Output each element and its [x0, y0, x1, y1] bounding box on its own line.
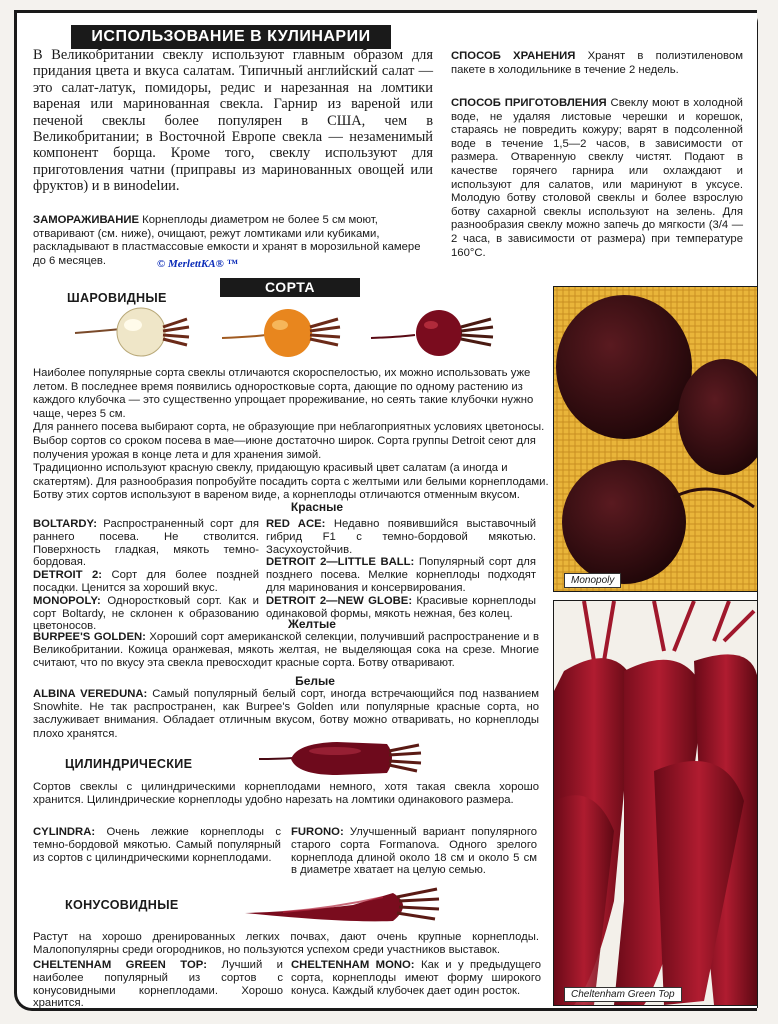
- variety-text: Как и у предыдущего сорта, корнеплоды имеют форму широкого конуса. Каждый клубочек дает один росток.: [291, 959, 541, 997]
- golden-beet-illustration: [220, 305, 342, 361]
- white-beet-illustration: [71, 305, 191, 361]
- variety-entry: [266, 518, 536, 556]
- storage-section: [451, 50, 743, 77]
- variety-text: Улучшенный вариант популярного старого сорта Formanova. Одного зрелого корнеплода длиной около 18 см и около 5 см в диаметре хватает на целую семью.: [291, 826, 537, 877]
- red-varieties-right: [266, 518, 536, 620]
- intro-paragraph: В Великобритании свеклу используют главным образом для придания цвета и вкуса салатам. Типичный английский салат — это салат-латук, помидоры, редис и нарезанная на ломтики вареная или маринованная свекла. Гарнир из вареной или печеной свеклы более популярен в США, чем в Великобритании; в Восточной Европе свекла — незаменимый компонент борща. Кроме того, свеклу используют для приготовления чатни (приправы из маринованных овощей или фруктов) и в винodelии.: [33, 47, 433, 195]
- variety-name: CYLINDRA:: [33, 826, 96, 838]
- variety-name: FURONO:: [291, 826, 344, 838]
- conical-beet-illustration: [243, 881, 443, 931]
- storage-title: СПОСОБ ХРАНЕНИЯ: [451, 50, 576, 62]
- conical-description: Растут на хорошо дренированных легких почвах, дают очень крупные корнеплоды. Малопопулярны среди огородников, но пользуются успехом среди участников выставок.: [33, 931, 539, 957]
- ball-heading: ШАРОВИДНЫЕ: [67, 291, 167, 305]
- white-subheading: Белые: [295, 674, 335, 688]
- freezing-title: ЗАМОРАЖИВАНИЕ: [33, 214, 140, 226]
- red-varieties-left: [33, 518, 259, 633]
- variety-entry: [33, 569, 259, 595]
- variety-entry: [266, 556, 536, 594]
- cheltenham-beets-image: [554, 601, 757, 1005]
- monopoly-photo: [553, 286, 757, 592]
- red-subheading: Красные: [290, 500, 344, 514]
- cheltenham-green-entry: [33, 959, 283, 1010]
- variety-text: Одноростковый сорт. Как и сорт Boltardy, не склонен к образованию цветоносов.: [33, 594, 259, 633]
- sorts-banner: СОРТА: [220, 278, 360, 297]
- variety-text: Очень лежкие корнеплоды с темно-бордовой мякотью. Самый популярный из сортов с цилиндрическими корнеплодами.: [33, 826, 281, 864]
- variety-name: BURPEE'S GOLDEN:: [33, 631, 146, 643]
- albina-entry: [33, 688, 539, 741]
- variety-text: Популярный сорт для позднего посева. Мелкие корнеплоды подходят для маринования и консервирования.: [266, 556, 536, 594]
- conical-heading: КОНУСОВИДНЫЕ: [65, 898, 179, 912]
- freezing-text: Корнеплоды диаметром не более 5 см моют, отваривают (см. ниже), очищают, режут ломтиками или кубиками, раскладывают в пластмассовые емкости и хранят в морозильной камере до 6 месяцев.: [33, 214, 421, 267]
- variety-name: MONOPOLY:: [33, 594, 101, 607]
- storage-text: Хранят в полиэтиленовом пакете в холодильнике в течение 2 недель.: [451, 50, 743, 76]
- preparation-text: Свеклу моют в холодной воде, не удаляя листовые черешки и корешок, стараясь не повредить кожуру; варят в подсоленной воде в течение 1,5—2 часов, в зависимости от размера. Отваренную свеклу чистят. Подают в качестве горячего гарнира или охлаждают и используют для салатов, или маринуют в уксусе. Молодую ботву столовой свеклы и более взрослую ботву сахарной свеклы используют на зелень. Для разнообразия свеклу можно запечь до мягкости (3/4 — 2 часа, в зависимости от размера) при температуре 160°С.: [451, 97, 743, 259]
- monopoly-beets-image: [554, 287, 757, 591]
- variety-name: DETROIT 2:: [33, 569, 103, 582]
- yellow-subheading: Желтые: [288, 617, 336, 631]
- variety-name: ALBINA VEREDUNA:: [33, 688, 148, 700]
- culinary-banner: ИСПОЛЬЗОВАНИЕ В КУЛИНАРИИ: [71, 25, 391, 49]
- preparation-section: [451, 97, 743, 260]
- cheltenham-photo: [553, 600, 757, 1006]
- variety-text: Недавно появившийся выставочный гибрид F1 с темно-бордовой мякотью. Засухоустойчив.: [266, 518, 537, 556]
- page: [14, 10, 757, 1011]
- variety-text: Самый популярный белый сорт, иногда встречающийся под названием Snowhite. Не так распространен, как Burpee's Golden или популярные красные сорта, но заслуживает внимания. Обладает отличным вкусом, ботву можно отваривать, но корнеплоды плохо хранятся.: [33, 688, 539, 740]
- variety-entry: [33, 518, 259, 569]
- red-beet-illustration: [369, 305, 495, 361]
- cylindrical-description: Сортов свеклы с цилиндрическими корнеплодами немного, хотя такая свекла хорошо хранится. Цилиндрические корнеплоды удобно нарезать на ломтики одинакового размера.: [33, 781, 539, 807]
- burpee-entry: [33, 631, 539, 671]
- variety-entry: [33, 595, 259, 633]
- variety-name: BOLTARDY:: [33, 518, 98, 530]
- variety-text: Распространенный сорт для раннего посева. Не стволится. Поверхность гладкая, мякоть темно-бордовая.: [33, 518, 259, 569]
- variety-name: RED ACE:: [266, 518, 326, 530]
- cylindra-entry: [33, 826, 281, 864]
- monopoly-caption: Monopoly: [564, 573, 621, 588]
- variety-name: CHELTENHAM GREEN TOP:: [33, 959, 208, 971]
- ball-description: Наиболее популярные сорта свеклы отличаются скороспелостью, их можно использовать уже летом. В последнее время появились одноростковые сорта, дающие по одному растению из каждого клубочка — это существенно упрощает прореживание, но сеять такие клубочки нужно чаще, через 5 см. Для раннего посева выбирают сорта, не образующие при неблагоприятных условиях цветоносы. Выбор сортов со сроком посева в мае—июне достаточно широк. Сорта группы Detroit сеют для получения урожая в конце лета и для хранения зимой. Традиционно используют красную свеклу, придающую красивый цвет салатам (а иногда и скатертям). Для разнообразия попробуйте посадить сорта с желтыми или белыми корнеплодами. Ботву этих сортов используют в вареном виде, а корнеплоды отличаются отменным вкусом.: [33, 367, 549, 502]
- variety-text: Хороший сорт американской селекции, получивший распространение и в Великобритании. Кожица оранжевая, мякоть желтая, не выделяющая сока на срезе. Многие считают, что по вкусу эта свекла превосходит красные сорта. Ботву отваривают.: [33, 631, 539, 670]
- preparation-title: СПОСОБ ПРИГОТОВЛЕНИЯ: [451, 97, 607, 109]
- variety-text: Лучший и наиболее популярный из сортов с конусовидными корнеплодами. Хорошо хранится.: [33, 959, 283, 1010]
- cylindrical-heading: ЦИЛИНДРИЧЕСКИЕ: [65, 757, 193, 771]
- copyright-watermark: © MerlettKA® ™: [157, 258, 238, 270]
- furono-entry: [291, 826, 537, 877]
- variety-name: DETROIT 2—LITTLE BALL:: [266, 556, 415, 569]
- cylindrical-beet-illustration: [257, 735, 423, 781]
- variety-text: Сорт для более поздней посадки. Ценится за хороший вкус.: [33, 569, 260, 594]
- variety-name: DETROIT 2—NEW GLOBE:: [266, 594, 413, 607]
- cheltenham-caption: Cheltenham Green Top: [564, 987, 682, 1002]
- variety-name: CHELTENHAM MONO:: [291, 959, 415, 971]
- variety-text: Красивые корнеплоды одинаковой формы, мякоть нежная, без колец.: [266, 594, 536, 620]
- cheltenham-mono-entry: [291, 959, 541, 997]
